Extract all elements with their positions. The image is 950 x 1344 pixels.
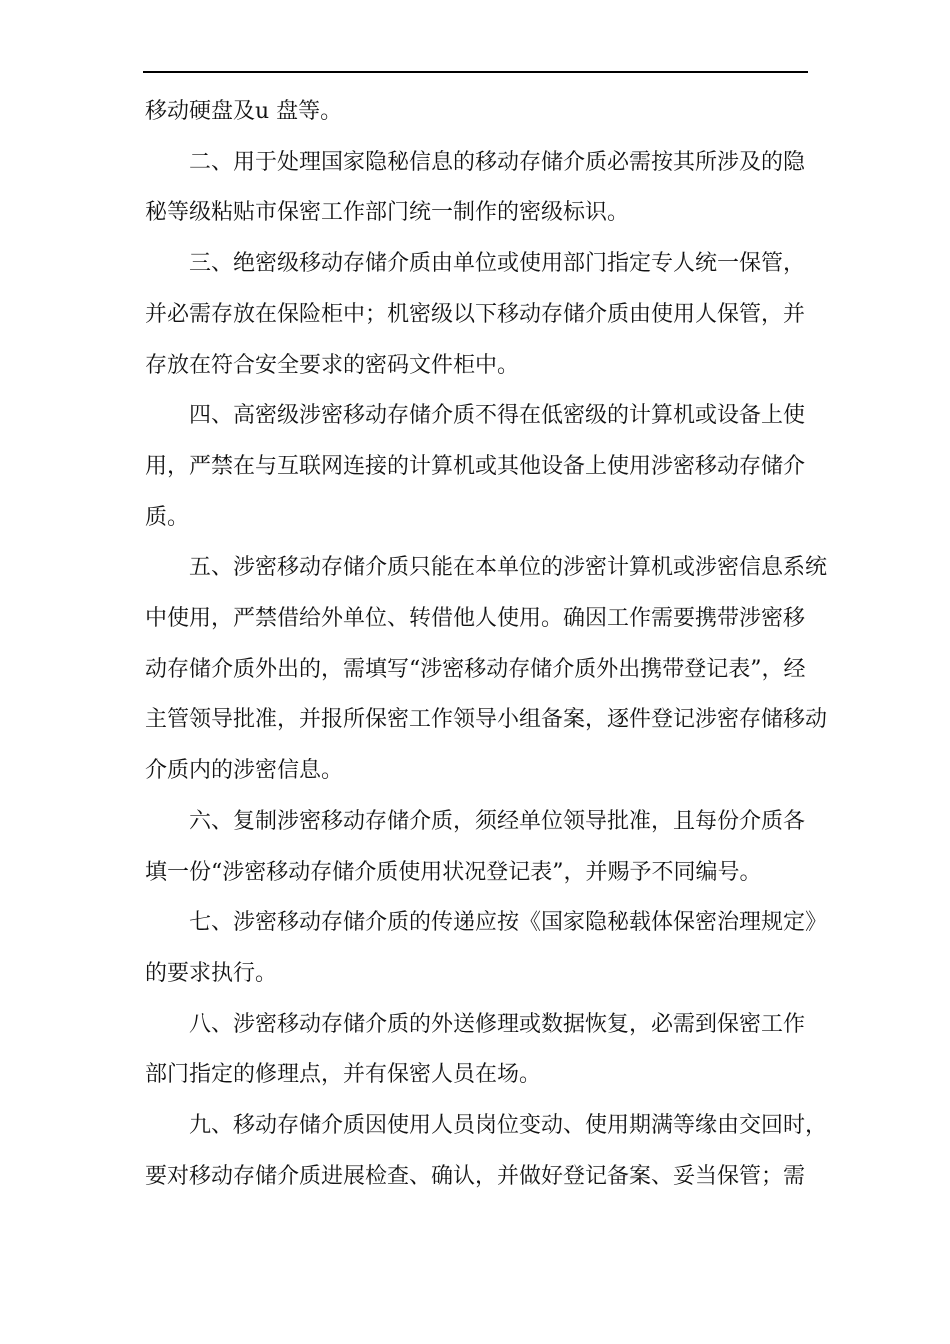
- text-line: 九、移动存储介质因使用人员岗位变动、使用期满等缘由交回时，: [189, 1113, 828, 1139]
- paragraph-item-9: [145, 1101, 828, 1202]
- paragraph-item-5: [145, 543, 828, 797]
- paragraph-item-3: [145, 239, 825, 391]
- text-line: 六、复制涉密移动存储介质，须经单位领导批准，且每份介质各: [189, 808, 806, 834]
- paragraph-continuation: [145, 87, 825, 138]
- text-line: 主管领导批准，并报所保密工作领导小组备案，逐件登记涉密存储移动: [145, 707, 828, 733]
- text-line: 秘等级粘贴市保密工作部门统一制作的密级标识。: [145, 200, 630, 226]
- paragraph-item-6: [145, 797, 825, 898]
- text-line: 五、涉密移动存储介质只能在本单位的涉密计算机或涉密信息系统: [189, 555, 828, 581]
- text-line: 动存储介质外出的，需填写“涉密移动存储介质外出携带登记表”，经: [145, 656, 806, 682]
- document-body: [145, 87, 828, 1202]
- text-line: 填一份“涉密移动存储介质使用状况登记表”，并赐予不同编号。: [145, 859, 762, 885]
- text-line: 八、涉密移动存储介质的外送修理或数据恢复，必需到保密工作: [189, 1011, 806, 1037]
- text-line: 二、用于处理国家隐秘信息的移动存储介质必需按其所涉及的隐: [189, 149, 806, 175]
- paragraph-item-4: [145, 391, 825, 543]
- text-line: 中使用，严禁借给外单位、转借他人使用。确因工作需要携带涉密移: [145, 606, 806, 632]
- text-line: 三、绝密级移动存储介质由单位或使用部门指定专人统一保管，: [189, 251, 806, 277]
- paragraph-item-7: [145, 898, 828, 999]
- paragraph-item-8: [145, 1000, 825, 1101]
- text-line: 部门指定的修理点，并有保密人员在场。: [145, 1062, 542, 1088]
- header-rule: [143, 71, 808, 73]
- text-line: 存放在符合安全要求的密码文件柜中。: [145, 352, 520, 378]
- text-line: 要对移动存储介质进展检查、确认，并做好登记备案、妥当保管；需: [145, 1163, 806, 1189]
- text-line: 移动硬盘及u 盘等。: [145, 99, 343, 124]
- text-line: 质。: [145, 504, 190, 530]
- text-line: 四、高密级涉密移动存储介质不得在低密级的计算机或设备上使: [189, 403, 806, 429]
- text-line: 并必需存放在保险柜中；机密级以下移动存储介质由使用人保管，并: [145, 301, 806, 327]
- text-line: 的要求执行。: [145, 960, 278, 986]
- text-line: 介质内的涉密信息。: [145, 758, 344, 784]
- text-line: 用，严禁在与互联网连接的计算机或其他设备上使用涉密移动存储介: [145, 453, 806, 479]
- paragraph-item-2: [145, 138, 825, 239]
- text-line: 七、涉密移动存储介质的传递应按《国家隐秘载体保密治理规定》: [189, 910, 828, 936]
